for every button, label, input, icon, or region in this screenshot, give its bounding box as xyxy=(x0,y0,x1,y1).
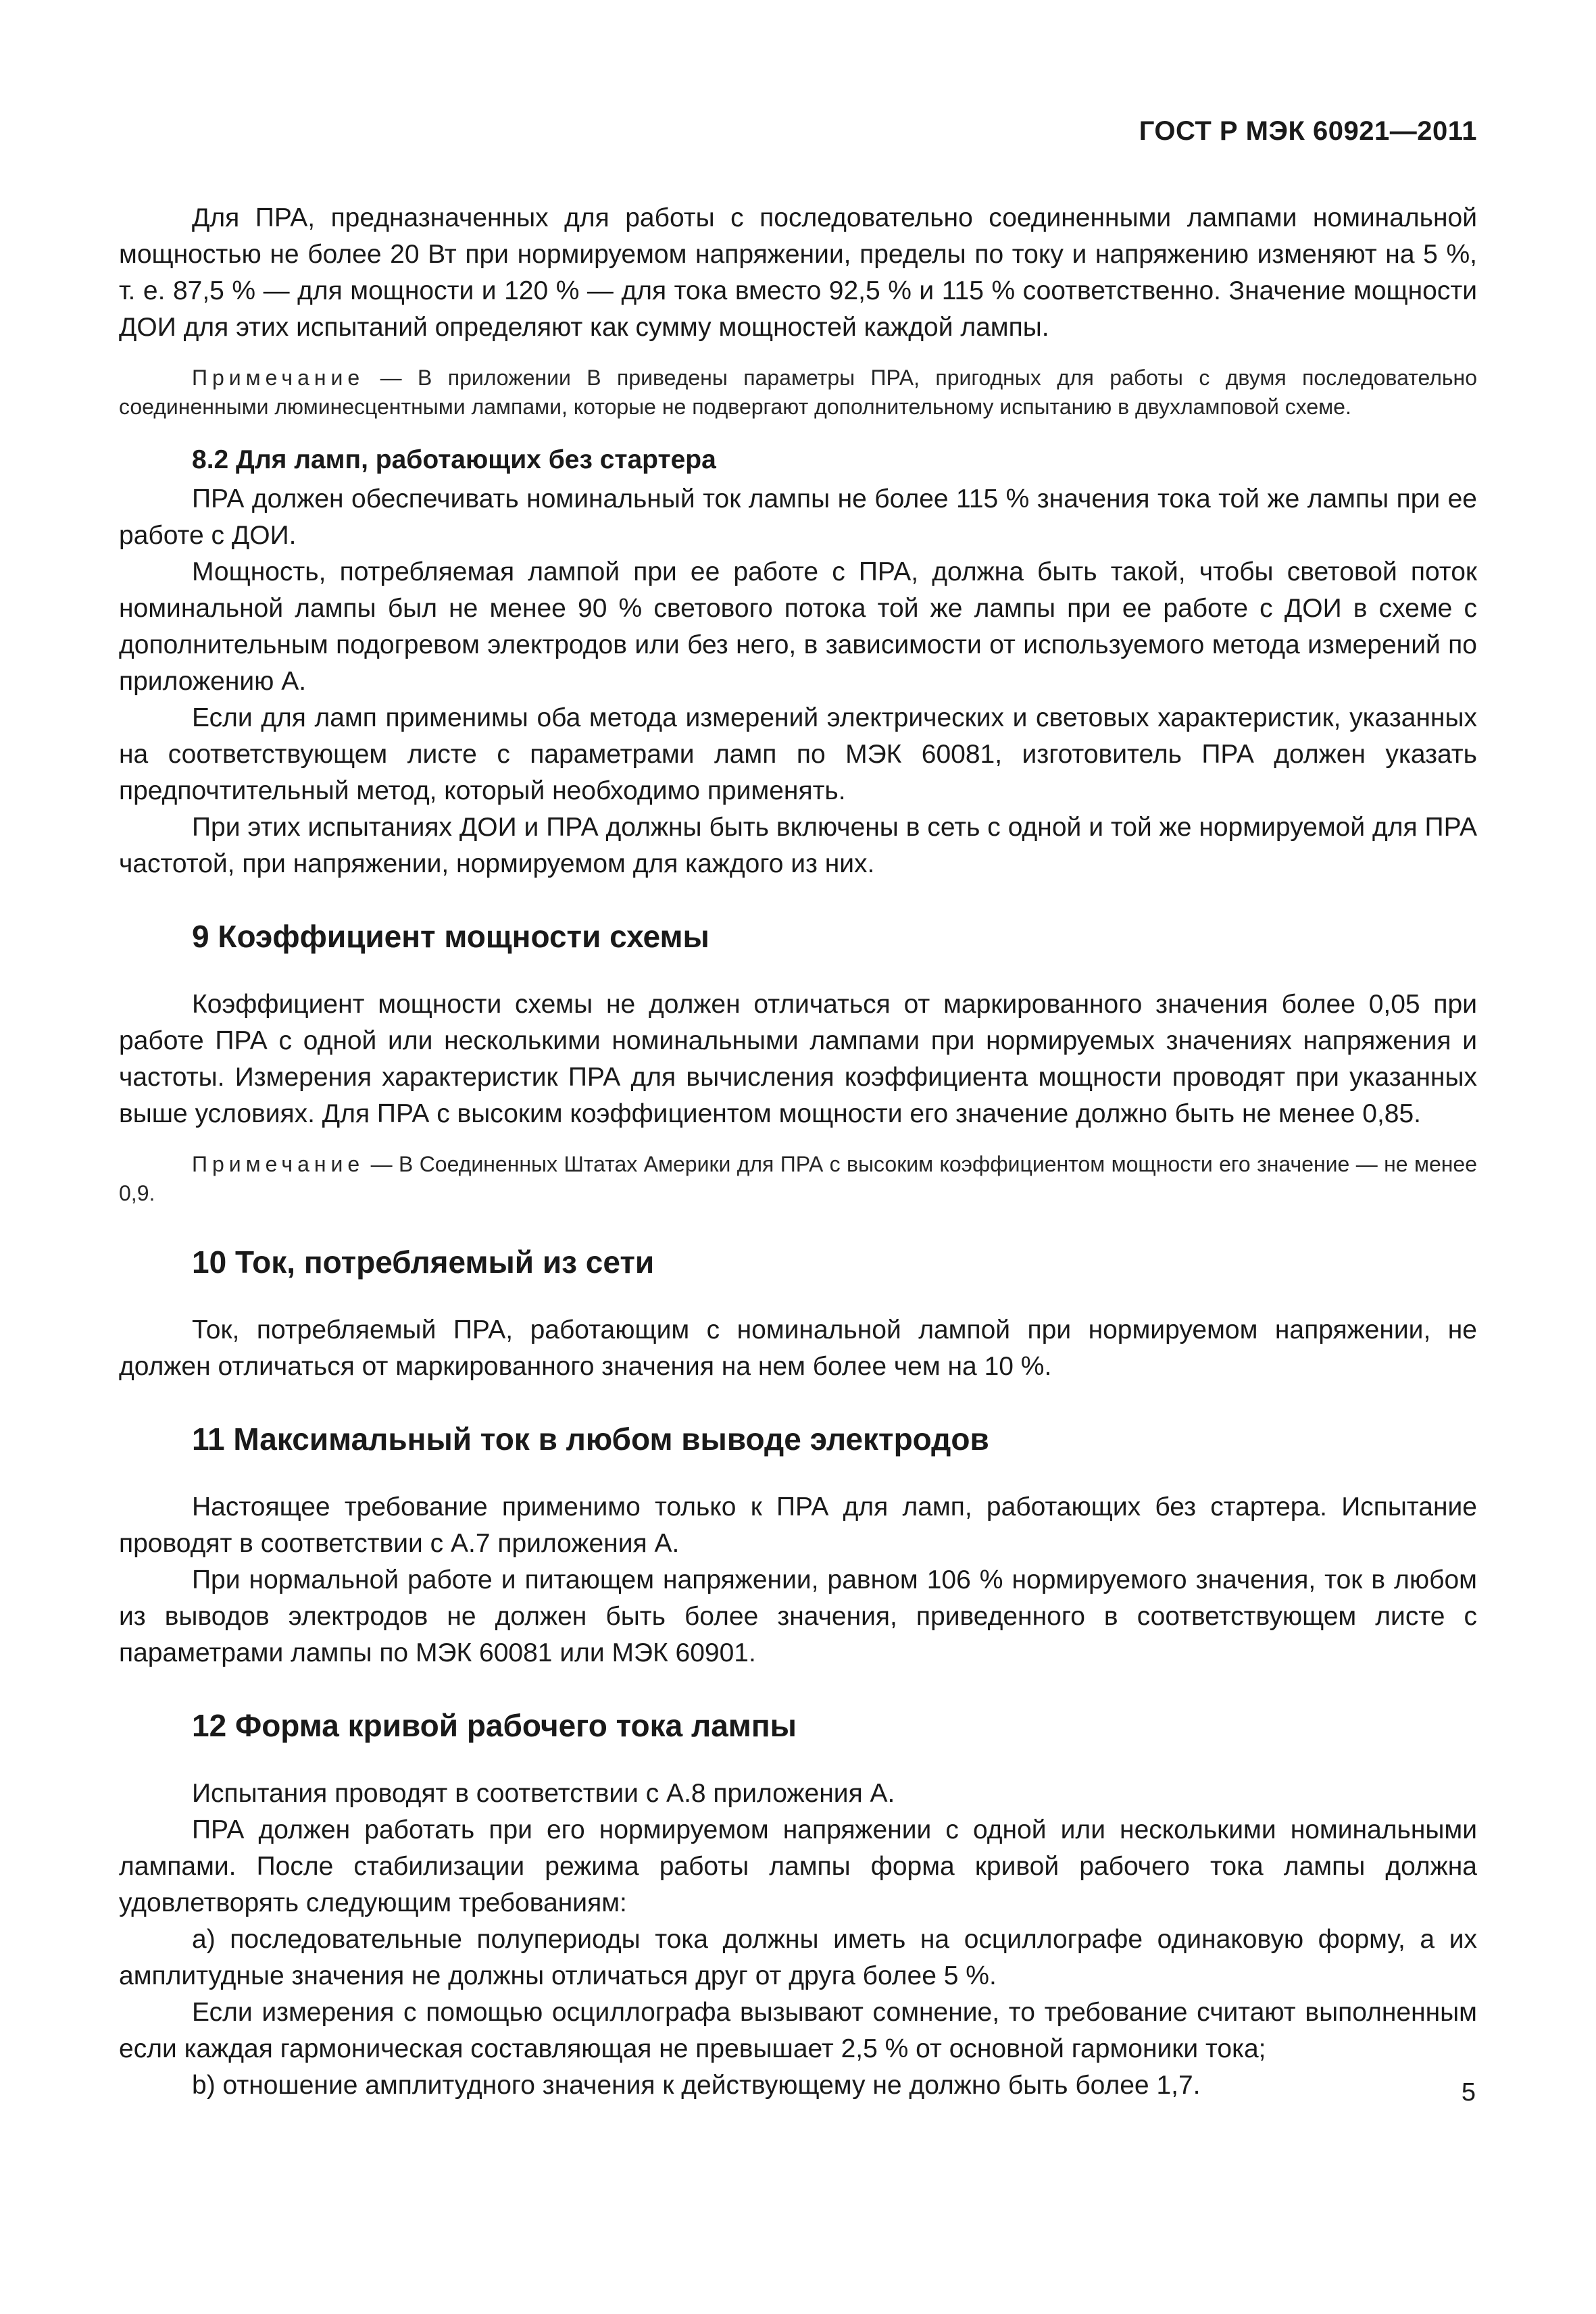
list-item-b: b) отношение амплитудного значения к действующему не должно быть более 1,7. xyxy=(192,2071,1201,2100)
paragraph: Мощность, потребляемая лампой при ее работе с ПРА, должна быть такой, чтобы световой поток номинальной лампы был не менее 90 % светового потока той же лампы при ее работе с ДОИ в схеме с дополнительным подогревом электродов или без него, в зависимости от используемого метода измерений по приложению А. xyxy=(119,557,1477,696)
paragraph: ПРА должен обеспечивать номинальный ток лампы не более 115 % значения тока той же лампы при ее работе с ДОИ. xyxy=(119,484,1477,550)
paragraph: Испытания проводят в соответствии с А.8 приложения А. xyxy=(192,1779,895,1808)
paragraph: При нормальной работе и питающем напряжении, равном 106 % нормируемого значения, ток в любом из выводов электродов не должен быть более значения, приведенного в соответствующем листе с параметрами лампы по МЭК 60081 или МЭК 60901. xyxy=(119,1565,1477,1667)
paragraph: Если измерения с помощью осциллографа вызывают сомнение, то требование считают выполненным если каждая гармоническая составляющая не превышает 2,5 % от основной гармоники тока; xyxy=(119,1998,1477,2063)
paragraph: При этих испытаниях ДОИ и ПРА должны быть включены в сеть с одной и той же нормируемой для ПРА частотой, при напряжении, нормируемом для каждого из них. xyxy=(119,813,1477,878)
note-label: Примечание xyxy=(192,366,365,390)
paragraph: Если для ламп применимы оба метода измерений электрических и световых характеристик, указанных на соответствующем листе с параметрами ламп по МЭК 60081, изготовитель ПРА должен указать предпочтительный метод, который необходимо применять. xyxy=(119,703,1477,805)
section-title-11: 11 Максимальный ток в любом выводе электродов xyxy=(192,1422,989,1457)
paragraph: Настоящее требование применимо только к ПРА для ламп, работающих без стартера. Испытание проводят в соответствии с А.7 приложения А. xyxy=(119,1492,1477,1558)
section-title-12: 12 Форма кривой рабочего тока лампы xyxy=(192,1708,797,1743)
note-text: — В приложении В приведены параметры ПРА, пригодных для работы с двумя последовательно соединенными люминесцентными лампами, которые не подвергают дополнительному испытанию в двухламповой схеме. xyxy=(119,366,1477,419)
paragraph: Коэффициент мощности схемы не должен отличаться от маркированного значения более 0,05 при работе ПРА с одной или несколькими номинальными лампами при нормируемых значениях напряжения и частоты. Измерения характеристик ПРА для вычисления коэффициента мощности проводят при указанных выше условиях. Для ПРА с высоким коэффициентом мощности его значение должно быть не менее 0,85. xyxy=(119,990,1477,1128)
section-title-10: 10 Ток, потребляемый из сети xyxy=(192,1244,655,1280)
intro-paragraph: Для ПРА, предназначенных для работы с последовательно соединенными лампами номинальной мощностью не более 20 Вт при нормируемом напряжении, пределы по току и напряжению изменяют на 5 %, т. е. 87,5 % — для мощности и 120 % — для тока вместо 92,5 % и 115 % соответственно. Значение мощности ДОИ для этих испытаний определяют как сумму мощностей каждой лампы. xyxy=(119,203,1477,342)
document-body xyxy=(119,200,1477,2104)
list-item-a: a) последовательные полупериоды тока должны иметь на осциллографе одинаковую форму, а их амплитудные значения не должны отличаться друг от друга более 5 %. xyxy=(119,1925,1477,1990)
section-title-9: 9 Коэффициент мощности схемы xyxy=(192,919,709,954)
note-text: — В Соединенных Штатах Америки для ПРА с высоким коэффициентом мощности его значение — не менее 0,9. xyxy=(119,1152,1477,1205)
page-number: 5 xyxy=(1461,2078,1476,2107)
note-1 xyxy=(119,363,1477,422)
note-label: Примечание xyxy=(192,1152,365,1176)
document-header: ГОСТ Р МЭК 60921—2011 xyxy=(1139,116,1477,146)
note-2 xyxy=(119,1150,1477,1208)
subsection-title-8-2: 8.2 Для ламп, работающих без стартера xyxy=(192,445,716,474)
paragraph: ПРА должен работать при его нормируемом напряжении с одной или несколькими номинальными лампами. После стабилизации режима работы лампы форма кривой рабочего тока лампы должна удовлетворять следующим требованиям: xyxy=(119,1815,1477,1917)
paragraph: Ток, потребляемый ПРА, работающим с номинальной лампой при нормируемом напряжении, не должен отличаться от маркированного значения на нем более чем на 10 %. xyxy=(119,1315,1477,1381)
